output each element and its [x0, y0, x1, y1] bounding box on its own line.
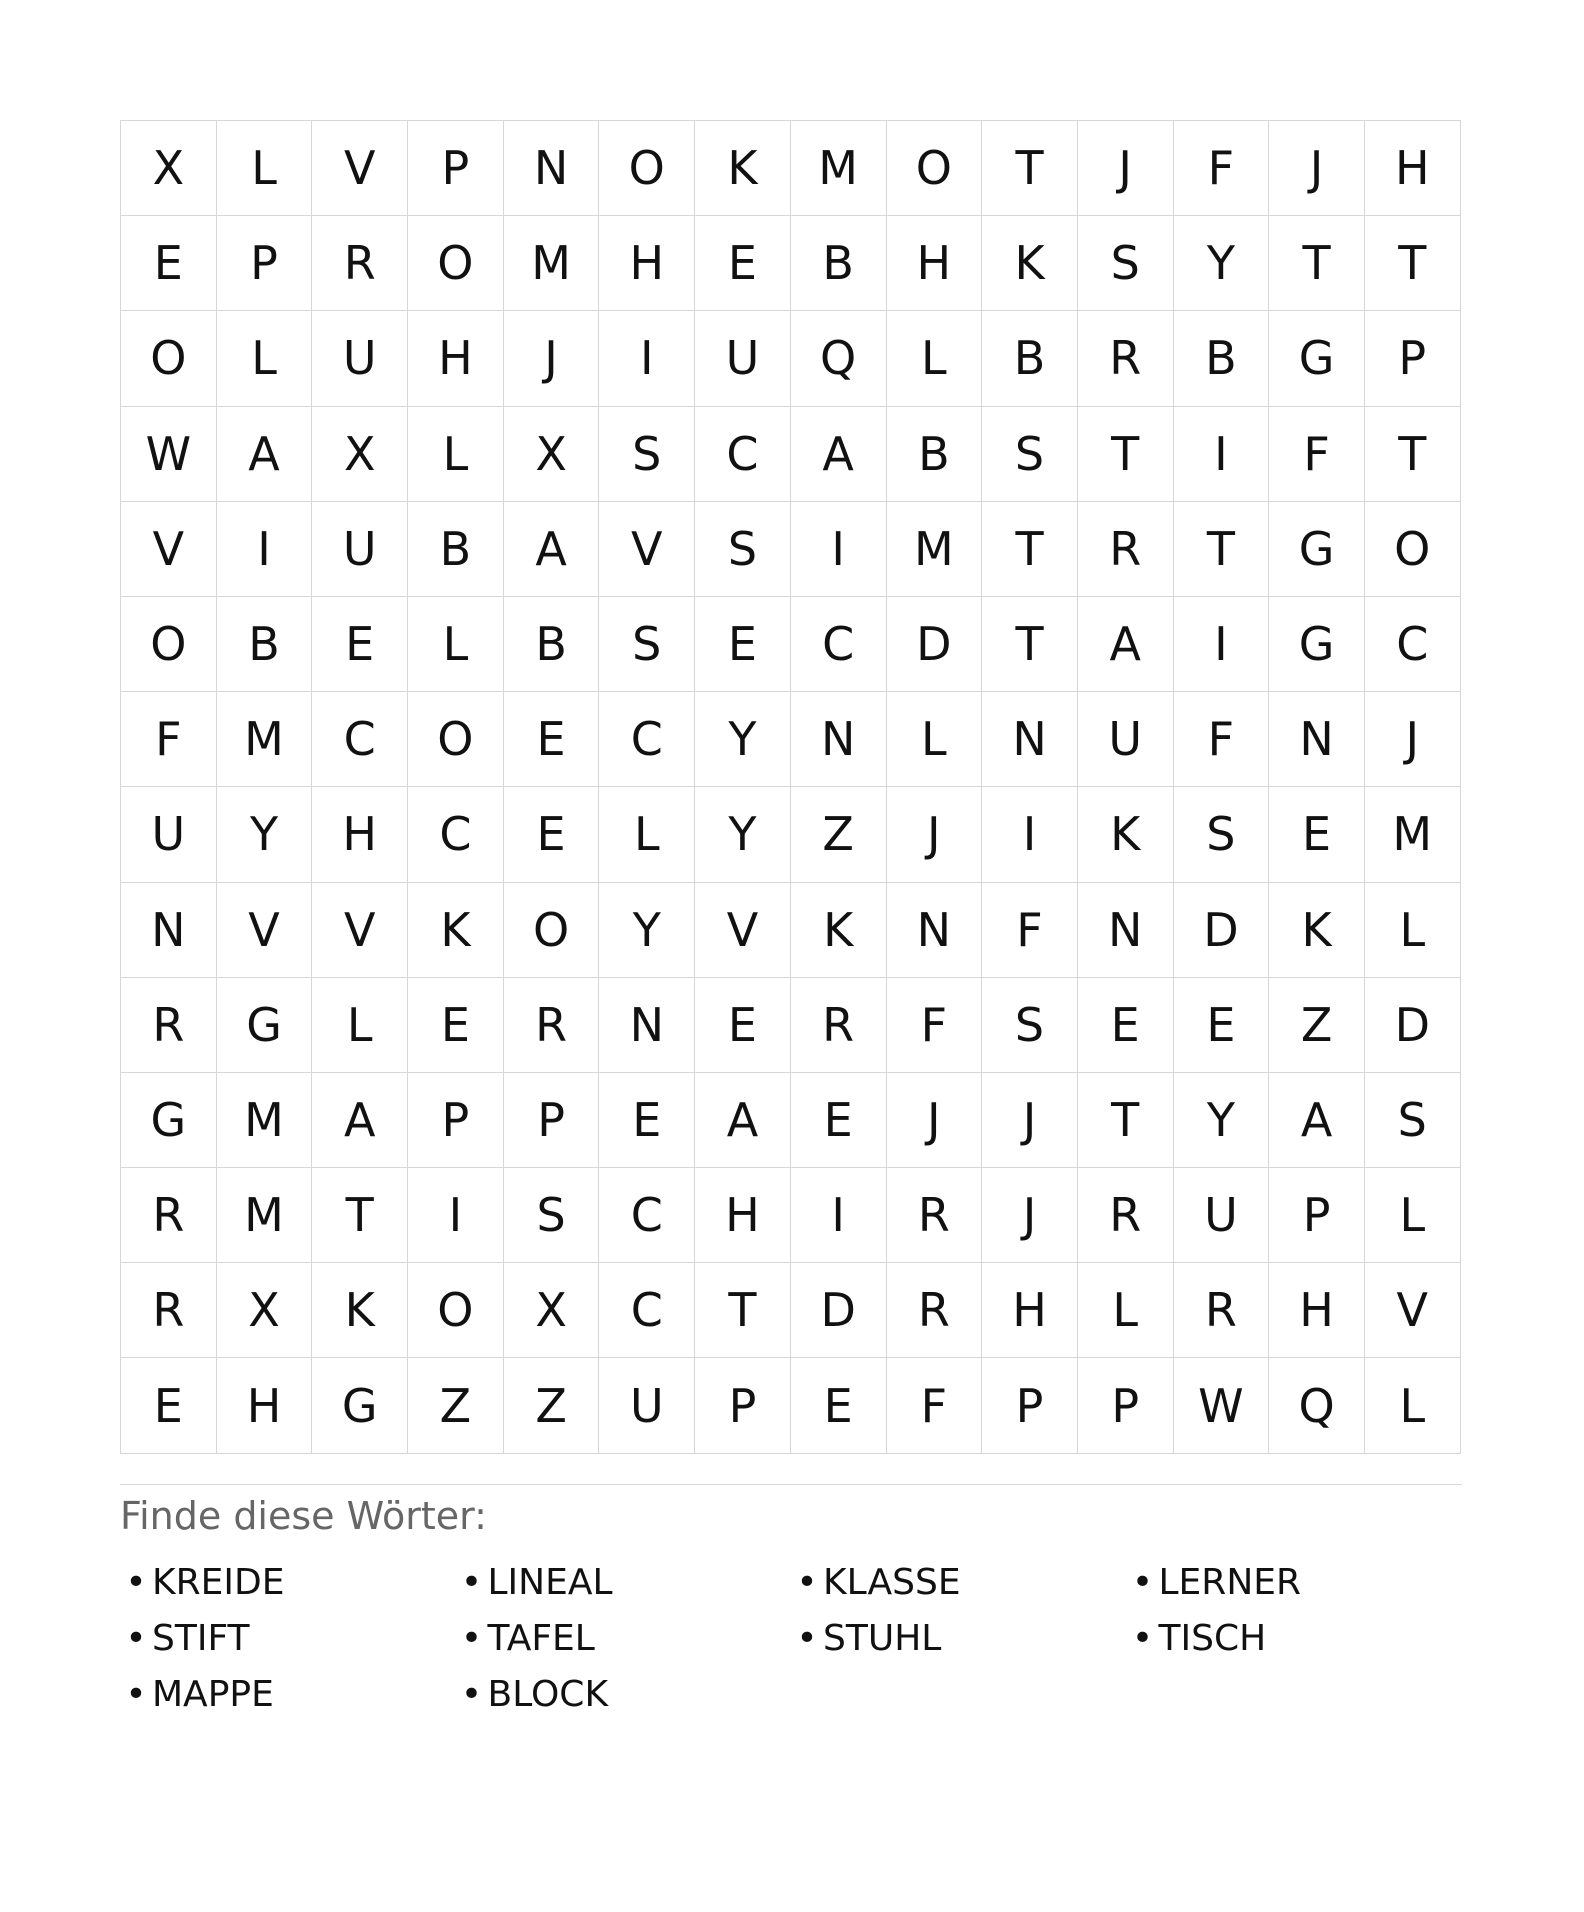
grid-cell[interactable]: L	[599, 787, 695, 882]
grid-cell[interactable]: S	[695, 501, 791, 596]
grid-cell[interactable]: J	[503, 311, 599, 406]
grid-cell[interactable]: F	[121, 692, 217, 787]
grid-cell[interactable]: J	[982, 1168, 1078, 1263]
grid-cell[interactable]: P	[1364, 311, 1460, 406]
grid-cell[interactable]: L	[1364, 882, 1460, 977]
grid-cell[interactable]: B	[216, 596, 312, 691]
grid-cell[interactable]: A	[216, 406, 312, 501]
grid-cell[interactable]: R	[1173, 1263, 1269, 1358]
word-list-item	[791, 1611, 1127, 1667]
bullet-icon: •	[796, 1562, 818, 1603]
grid-cell[interactable]: E	[1269, 787, 1365, 882]
grid-cell[interactable]: E	[408, 977, 504, 1072]
word-list-item	[456, 1667, 792, 1723]
grid-cell[interactable]: I	[1173, 596, 1269, 691]
grid-cell[interactable]: O	[886, 121, 982, 216]
grid-cell[interactable]: E	[121, 216, 217, 311]
grid-cell[interactable]: L	[886, 311, 982, 406]
grid-cell[interactable]: B	[408, 501, 504, 596]
grid-cell[interactable]: G	[1269, 501, 1365, 596]
grid-cell[interactable]: H	[886, 216, 982, 311]
grid-row	[121, 787, 1461, 882]
word-list-heading: Finde diese Wörter:	[120, 1494, 487, 1538]
grid-cell[interactable]: H	[312, 787, 408, 882]
grid-cell[interactable]: N	[982, 692, 1078, 787]
grid-cell[interactable]: O	[408, 692, 504, 787]
grid-cell[interactable]: X	[121, 121, 217, 216]
grid-cell[interactable]: M	[886, 501, 982, 596]
grid-cell[interactable]: T	[695, 1263, 791, 1358]
word-list-item	[791, 1555, 1127, 1611]
grid-cell[interactable]: C	[599, 1263, 695, 1358]
grid-row	[121, 121, 1461, 216]
grid-cell[interactable]: C	[790, 596, 886, 691]
grid-cell[interactable]: N	[1077, 882, 1173, 977]
grid-cell[interactable]: D	[1173, 882, 1269, 977]
grid-cell[interactable]: H	[695, 1168, 791, 1263]
grid-cell[interactable]: Y	[1173, 1072, 1269, 1167]
bullet-icon: •	[796, 1618, 818, 1659]
grid-cell[interactable]: P	[408, 1072, 504, 1167]
divider	[120, 1484, 1462, 1485]
grid-cell[interactable]: M	[216, 1168, 312, 1263]
grid-cell[interactable]: U	[312, 501, 408, 596]
grid-cell[interactable]: R	[1077, 1168, 1173, 1263]
bullet-icon: •	[460, 1674, 483, 1715]
grid-cell[interactable]: S	[503, 1168, 599, 1263]
grid-cell[interactable]: H	[1269, 1263, 1365, 1358]
grid-cell[interactable]: Z	[408, 1358, 504, 1453]
grid-cell[interactable]: Y	[599, 882, 695, 977]
grid-cell[interactable]: R	[503, 977, 599, 1072]
grid-cell[interactable]: Q	[1269, 1358, 1365, 1453]
grid-cell[interactable]: I	[216, 501, 312, 596]
grid-cell[interactable]: C	[312, 692, 408, 787]
grid-row	[121, 977, 1461, 1072]
grid-cell[interactable]: H	[216, 1358, 312, 1453]
grid-cell[interactable]: T	[1364, 406, 1460, 501]
grid-cell[interactable]: K	[1077, 787, 1173, 882]
word-label: MAPPE	[152, 1674, 274, 1715]
grid-cell[interactable]: B	[886, 406, 982, 501]
grid-cell[interactable]: A	[312, 1072, 408, 1167]
word-list-item	[120, 1611, 456, 1667]
grid-cell[interactable]: D	[790, 1263, 886, 1358]
grid-cell[interactable]: E	[121, 1358, 217, 1453]
grid-cell[interactable]: J	[1364, 692, 1460, 787]
grid-cell[interactable]: T	[1077, 1072, 1173, 1167]
grid-cell[interactable]: O	[408, 216, 504, 311]
word-list-item	[456, 1555, 792, 1611]
grid-cell[interactable]: U	[1077, 692, 1173, 787]
grid-cell[interactable]: R	[121, 977, 217, 1072]
grid-cell[interactable]: U	[312, 311, 408, 406]
grid-cell[interactable]: L	[408, 596, 504, 691]
grid-row	[121, 406, 1461, 501]
grid-cell[interactable]: M	[1364, 787, 1460, 882]
grid-cell[interactable]: E	[790, 1072, 886, 1167]
bullet-icon: •	[1131, 1562, 1154, 1603]
grid-cell[interactable]: J	[886, 1072, 982, 1167]
grid-cell[interactable]: I	[790, 1168, 886, 1263]
grid-cell[interactable]: O	[503, 882, 599, 977]
grid-cell[interactable]: X	[503, 1263, 599, 1358]
grid-cell[interactable]: Y	[695, 692, 791, 787]
grid-row	[121, 596, 1461, 691]
grid-cell[interactable]: L	[312, 977, 408, 1072]
grid-cell[interactable]: O	[408, 1263, 504, 1358]
grid-row	[121, 1168, 1461, 1263]
grid-cell[interactable]: K	[1269, 882, 1365, 977]
word-label: TAFEL	[487, 1618, 595, 1659]
grid-cell[interactable]: N	[503, 121, 599, 216]
grid-cell[interactable]: X	[312, 406, 408, 501]
grid-cell[interactable]: F	[1173, 121, 1269, 216]
grid-row	[121, 1358, 1461, 1453]
grid-cell[interactable]: R	[886, 1263, 982, 1358]
bullet-icon: •	[125, 1562, 147, 1603]
grid-cell[interactable]: T	[982, 596, 1078, 691]
grid-cell[interactable]: T	[1173, 501, 1269, 596]
grid-cell[interactable]: S	[982, 977, 1078, 1072]
grid-cell[interactable]: V	[599, 501, 695, 596]
grid-cell[interactable]: I	[1173, 406, 1269, 501]
letter-grid	[120, 120, 1461, 1454]
grid-cell[interactable]: E	[503, 692, 599, 787]
grid-row	[121, 692, 1461, 787]
grid-cell[interactable]: X	[216, 1263, 312, 1358]
grid-cell[interactable]: C	[599, 1168, 695, 1263]
grid-cell[interactable]: U	[599, 1358, 695, 1453]
grid-cell[interactable]: Y	[695, 787, 791, 882]
word-label: TISCH	[1158, 1618, 1267, 1659]
grid-cell[interactable]: N	[599, 977, 695, 1072]
word-label: STIFT	[152, 1618, 250, 1659]
grid-cell[interactable]: L	[1364, 1168, 1460, 1263]
grid-cell[interactable]: M	[216, 1072, 312, 1167]
grid-cell[interactable]: U	[121, 787, 217, 882]
word-label: LINEAL	[487, 1562, 613, 1603]
grid-cell[interactable]: L	[408, 406, 504, 501]
grid-cell[interactable]: L	[1077, 1263, 1173, 1358]
word-list-item	[456, 1611, 792, 1667]
grid-cell[interactable]: O	[599, 121, 695, 216]
grid-cell[interactable]: G	[1269, 311, 1365, 406]
grid-cell[interactable]: P	[503, 1072, 599, 1167]
grid-cell[interactable]: T	[1077, 406, 1173, 501]
word-label: STUHL	[823, 1618, 942, 1659]
grid-cell[interactable]: R	[790, 977, 886, 1072]
grid-cell[interactable]: G	[312, 1358, 408, 1453]
grid-cell[interactable]: C	[599, 692, 695, 787]
grid-cell[interactable]: T	[1269, 216, 1365, 311]
grid-row	[121, 216, 1461, 311]
grid-cell[interactable]: C	[1364, 596, 1460, 691]
grid-cell[interactable]: O	[121, 311, 217, 406]
grid-cell[interactable]: G	[1269, 596, 1365, 691]
grid-cell[interactable]: K	[408, 882, 504, 977]
grid-cell[interactable]: N	[886, 882, 982, 977]
grid-cell[interactable]: J	[886, 787, 982, 882]
grid-cell[interactable]: B	[503, 596, 599, 691]
grid-cell[interactable]: I	[599, 311, 695, 406]
grid-cell[interactable]: R	[121, 1168, 217, 1263]
grid-cell[interactable]: S	[982, 406, 1078, 501]
grid-cell[interactable]: B	[982, 311, 1078, 406]
grid-cell[interactable]: I	[790, 501, 886, 596]
grid-cell[interactable]: P	[408, 121, 504, 216]
grid-cell[interactable]: N	[1269, 692, 1365, 787]
grid-cell[interactable]: E	[790, 1358, 886, 1453]
word-list-item	[1127, 1555, 1463, 1611]
grid-cell[interactable]: E	[1173, 977, 1269, 1072]
grid-cell[interactable]: P	[216, 216, 312, 311]
grid-cell[interactable]: W	[1173, 1358, 1269, 1453]
grid-cell[interactable]: F	[1269, 406, 1365, 501]
grid-cell[interactable]: J	[1269, 121, 1365, 216]
grid-cell[interactable]: U	[1173, 1168, 1269, 1263]
grid-cell[interactable]: E	[599, 1072, 695, 1167]
grid-cell[interactable]: Y	[216, 787, 312, 882]
grid-cell[interactable]: L	[216, 311, 312, 406]
grid-cell[interactable]: S	[1077, 216, 1173, 311]
grid-cell[interactable]: N	[790, 692, 886, 787]
grid-cell[interactable]: R	[1077, 501, 1173, 596]
grid-cell[interactable]: A	[503, 501, 599, 596]
grid-cell[interactable]: R	[886, 1168, 982, 1263]
word-label: KREIDE	[152, 1562, 285, 1603]
word-list	[120, 1555, 1462, 1723]
grid-cell[interactable]: L	[886, 692, 982, 787]
grid-cell[interactable]: A	[790, 406, 886, 501]
grid-cell[interactable]: Z	[503, 1358, 599, 1453]
grid-row	[121, 1072, 1461, 1167]
grid-cell[interactable]: W	[121, 406, 217, 501]
grid-cell[interactable]: V	[312, 121, 408, 216]
word-list-item	[120, 1555, 456, 1611]
grid-cell[interactable]: M	[790, 121, 886, 216]
grid-cell[interactable]: V	[216, 882, 312, 977]
grid-cell[interactable]: E	[312, 596, 408, 691]
grid-cell[interactable]: V	[1364, 1263, 1460, 1358]
grid-cell[interactable]: P	[1269, 1168, 1365, 1263]
grid-cell[interactable]: T	[982, 121, 1078, 216]
grid-cell[interactable]: S	[599, 406, 695, 501]
grid-cell[interactable]: M	[216, 692, 312, 787]
grid-cell[interactable]: S	[1364, 1072, 1460, 1167]
grid-cell[interactable]: E	[695, 977, 791, 1072]
grid-cell[interactable]: A	[695, 1072, 791, 1167]
grid-cell[interactable]: E	[1077, 977, 1173, 1072]
word-label: BLOCK	[487, 1674, 609, 1715]
grid-cell[interactable]: J	[1077, 121, 1173, 216]
grid-cell[interactable]: V	[121, 501, 217, 596]
grid-cell[interactable]: N	[121, 882, 217, 977]
bullet-icon: •	[460, 1562, 483, 1603]
grid-cell[interactable]: C	[695, 406, 791, 501]
grid-cell[interactable]: L	[216, 121, 312, 216]
grid-cell[interactable]: I	[982, 787, 1078, 882]
grid-cell[interactable]: F	[886, 1358, 982, 1453]
grid-cell[interactable]: U	[695, 311, 791, 406]
grid-cell[interactable]: H	[982, 1263, 1078, 1358]
grid-cell[interactable]: X	[503, 406, 599, 501]
grid-cell[interactable]: K	[695, 121, 791, 216]
grid-cell[interactable]: C	[408, 787, 504, 882]
bullet-icon: •	[460, 1618, 483, 1659]
grid-cell[interactable]: R	[121, 1263, 217, 1358]
grid-cell[interactable]: F	[1173, 692, 1269, 787]
grid-cell[interactable]: T	[1364, 216, 1460, 311]
grid-cell[interactable]: T	[312, 1168, 408, 1263]
grid-cell[interactable]: B	[790, 216, 886, 311]
grid-cell[interactable]: R	[312, 216, 408, 311]
grid-cell[interactable]: D	[1364, 977, 1460, 1072]
grid-cell[interactable]: G	[121, 1072, 217, 1167]
grid-cell[interactable]: O	[1364, 501, 1460, 596]
grid-cell[interactable]: V	[312, 882, 408, 977]
grid-row	[121, 1263, 1461, 1358]
grid-cell[interactable]: A	[1077, 596, 1173, 691]
bullet-icon: •	[125, 1674, 147, 1715]
grid-cell[interactable]: P	[695, 1358, 791, 1453]
grid-cell[interactable]: A	[1269, 1072, 1365, 1167]
grid-cell[interactable]: H	[408, 311, 504, 406]
grid-cell[interactable]: G	[216, 977, 312, 1072]
grid-cell[interactable]: D	[886, 596, 982, 691]
grid-cell[interactable]: H	[599, 216, 695, 311]
grid-cell[interactable]: Z	[1269, 977, 1365, 1072]
grid-row	[121, 501, 1461, 596]
grid-cell[interactable]: P	[1077, 1358, 1173, 1453]
grid-cell[interactable]: J	[982, 1072, 1078, 1167]
grid-cell[interactable]: E	[695, 596, 791, 691]
grid-cell[interactable]: K	[790, 882, 886, 977]
grid-row	[121, 311, 1461, 406]
bullet-icon: •	[1131, 1618, 1154, 1659]
word-label: KLASSE	[823, 1562, 961, 1603]
grid-cell[interactable]: L	[1364, 1358, 1460, 1453]
grid-cell[interactable]: H	[1364, 121, 1460, 216]
grid-cell[interactable]: F	[886, 977, 982, 1072]
grid-cell[interactable]: R	[1077, 311, 1173, 406]
grid-cell[interactable]: E	[503, 787, 599, 882]
grid-cell[interactable]: I	[408, 1168, 504, 1263]
grid-cell[interactable]: S	[1173, 787, 1269, 882]
word-label: LERNER	[1158, 1562, 1302, 1603]
grid-cell[interactable]: B	[1173, 311, 1269, 406]
bullet-icon: •	[125, 1618, 147, 1659]
grid-cell[interactable]: P	[982, 1358, 1078, 1453]
word-list-item	[120, 1667, 456, 1723]
grid-cell[interactable]: E	[695, 216, 791, 311]
grid-cell[interactable]: Q	[790, 311, 886, 406]
grid-cell[interactable]: F	[982, 882, 1078, 977]
grid-cell[interactable]: O	[121, 596, 217, 691]
grid-cell[interactable]: Y	[1173, 216, 1269, 311]
grid-cell[interactable]: K	[982, 216, 1078, 311]
grid-cell[interactable]: V	[695, 882, 791, 977]
grid-cell[interactable]: K	[312, 1263, 408, 1358]
grid-cell[interactable]: T	[982, 501, 1078, 596]
grid-cell[interactable]: M	[503, 216, 599, 311]
word-list-item	[1127, 1611, 1463, 1667]
grid-cell[interactable]: S	[599, 596, 695, 691]
grid-row	[121, 882, 1461, 977]
grid-cell[interactable]: Z	[790, 787, 886, 882]
